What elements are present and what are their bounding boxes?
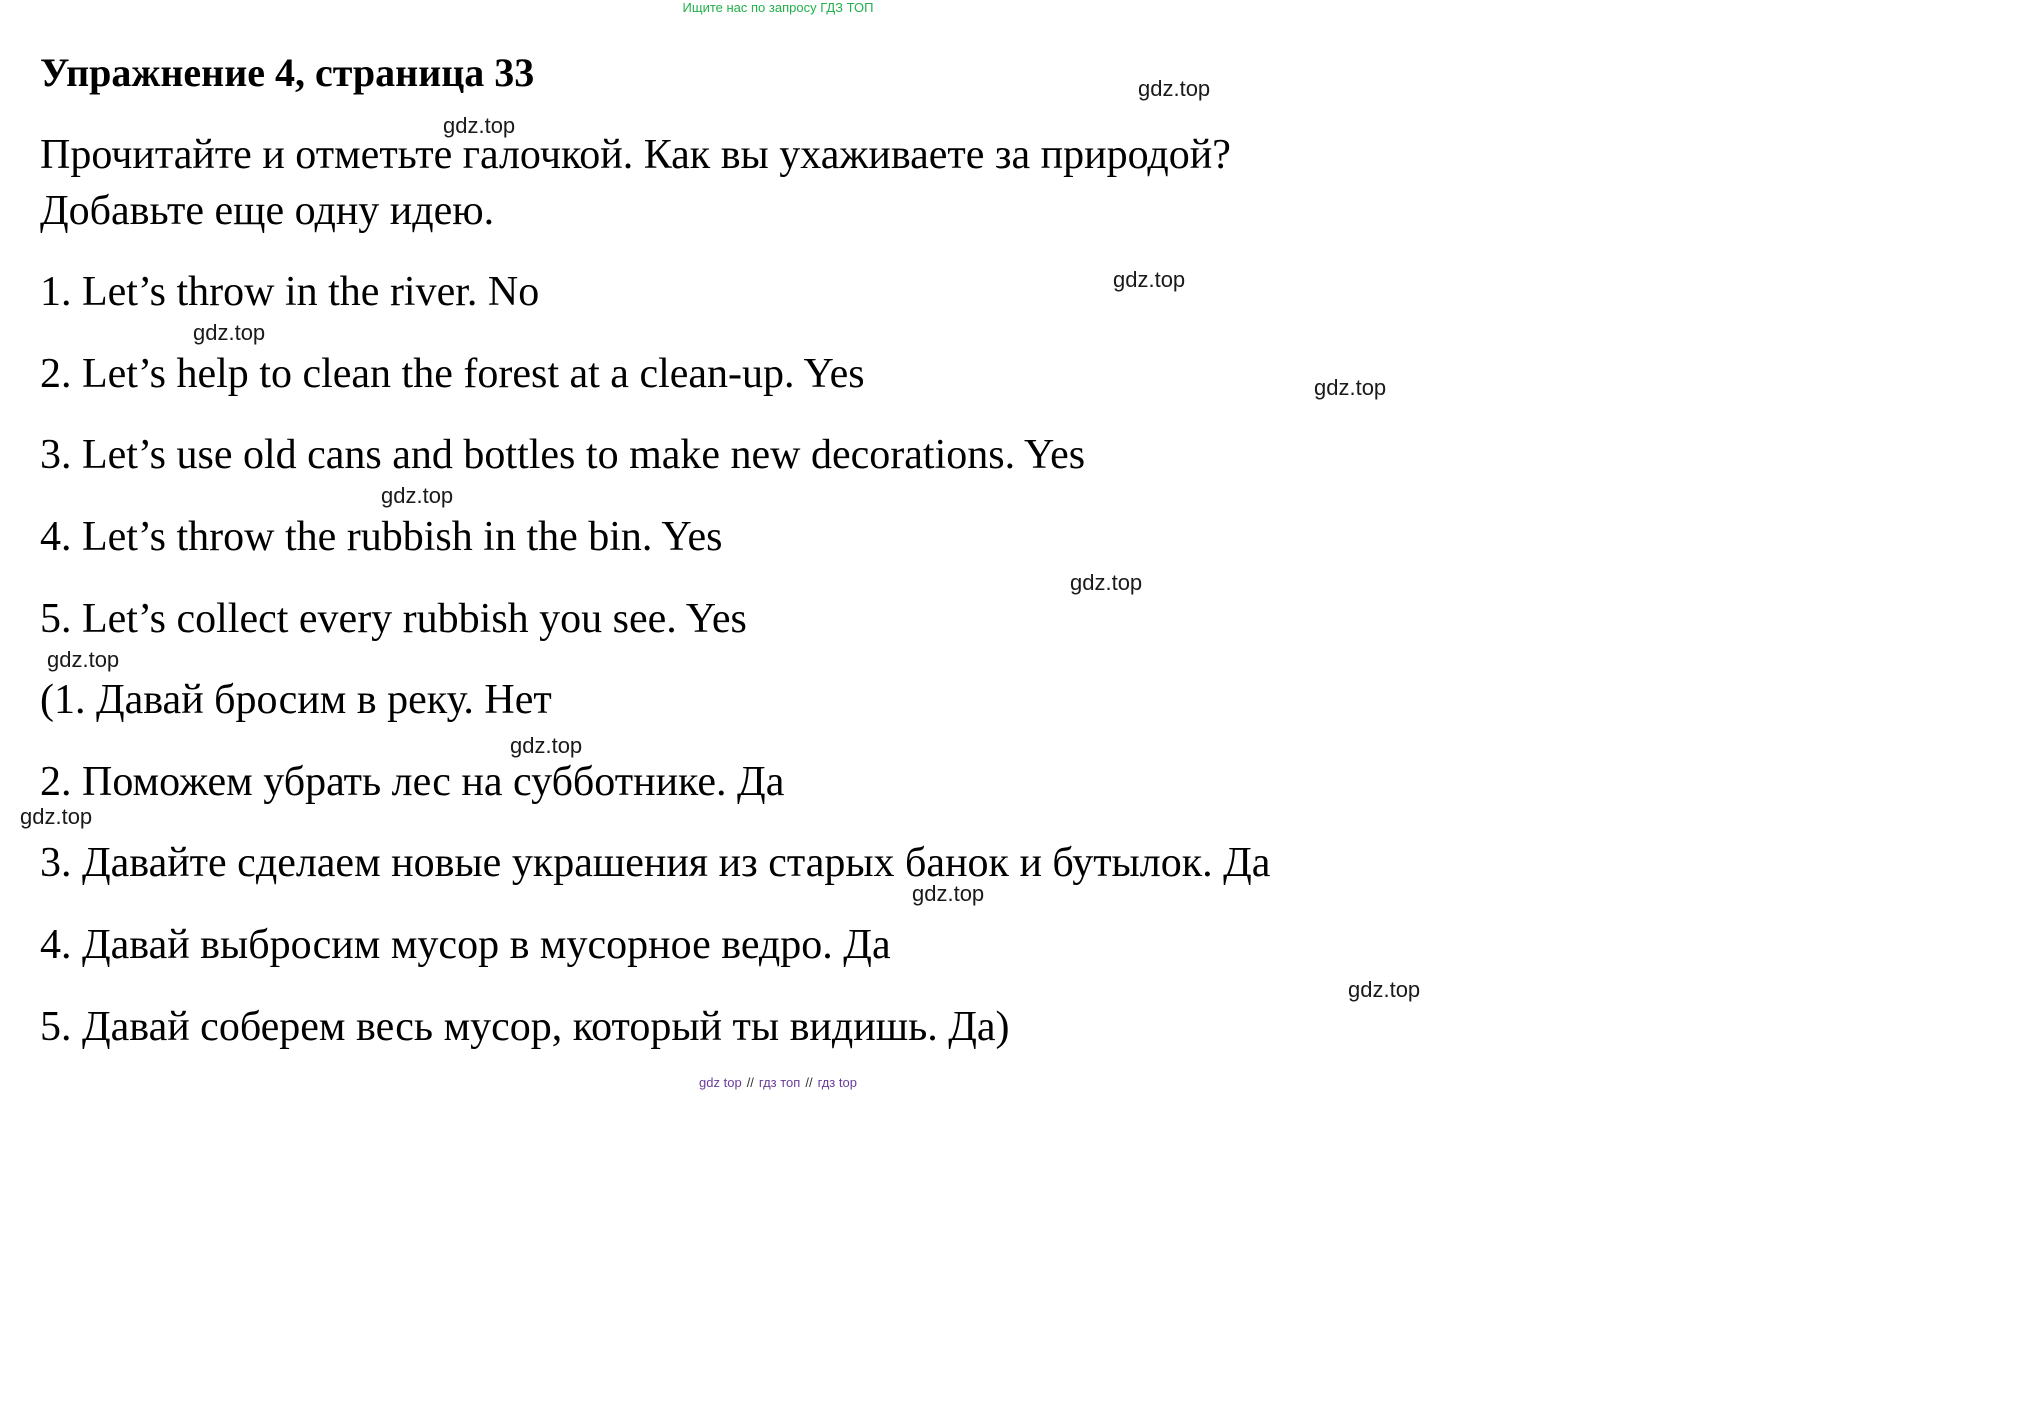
- russian-item-2: 2. Поможем убрать лес на субботнике. Да: [40, 759, 785, 805]
- watermark: gdz.top: [47, 647, 120, 672]
- english-item-4: 4. Let’s throw the rubbish in the bin. Yes: [40, 514, 723, 560]
- footer-separator: //: [746, 1075, 754, 1090]
- russian-item-3: 3. Давайте сделаем новые украшения из старых банок и бутылок. Да: [40, 840, 1271, 886]
- exercise-heading: Упражнение 4, страница 33: [40, 50, 535, 95]
- russian-item-5: 5. Давай соберем весь мусор, который ты видишь. Да): [40, 1004, 1010, 1050]
- footer-links: [0, 1075, 1556, 1091]
- russian-item-4: 4. Давай выбросим мусор в мусорное ведро. Да: [40, 922, 891, 968]
- top-search-note[interactable]: Ищите нас по запросу ГДЗ ТОП: [682, 0, 874, 15]
- footer-separator: //: [805, 1075, 813, 1090]
- instruction-line-1: Прочитайте и отметьте галочкой. Как вы ухаживаете за природой?: [40, 132, 1231, 178]
- instruction-line-2: Добавьте еще одну идею.: [40, 188, 495, 234]
- footer-link-2[interactable]: гдз топ: [758, 1075, 801, 1090]
- english-item-2: 2. Let’s help to clean the forest at a clean-up. Yes: [40, 351, 865, 397]
- watermark: gdz.top: [1314, 375, 1387, 400]
- russian-item-1: (1. Давай бросим в реку. Нет: [40, 677, 552, 723]
- english-item-3: 3. Let’s use old cans and bottles to make new decorations. Yes: [40, 432, 1086, 478]
- english-item-1: 1. Let’s throw in the river. No: [40, 269, 540, 315]
- watermark: gdz.top: [510, 733, 583, 758]
- watermark: gdz.top: [20, 804, 93, 829]
- watermark: gdz.top: [1070, 570, 1143, 595]
- watermark: gdz.top: [1138, 76, 1211, 101]
- watermark: gdz.top: [443, 113, 516, 138]
- footer-link-1[interactable]: gdz top: [699, 1075, 742, 1090]
- watermark: gdz.top: [193, 320, 266, 345]
- watermark: gdz.top: [1348, 977, 1421, 1002]
- watermark: gdz.top: [912, 881, 985, 906]
- footer-link-3[interactable]: гдз top: [817, 1075, 857, 1090]
- watermark: gdz.top: [1113, 267, 1186, 292]
- watermark: gdz.top: [381, 483, 454, 508]
- english-item-5: 5. Let’s collect every rubbish you see. Yes: [40, 596, 747, 642]
